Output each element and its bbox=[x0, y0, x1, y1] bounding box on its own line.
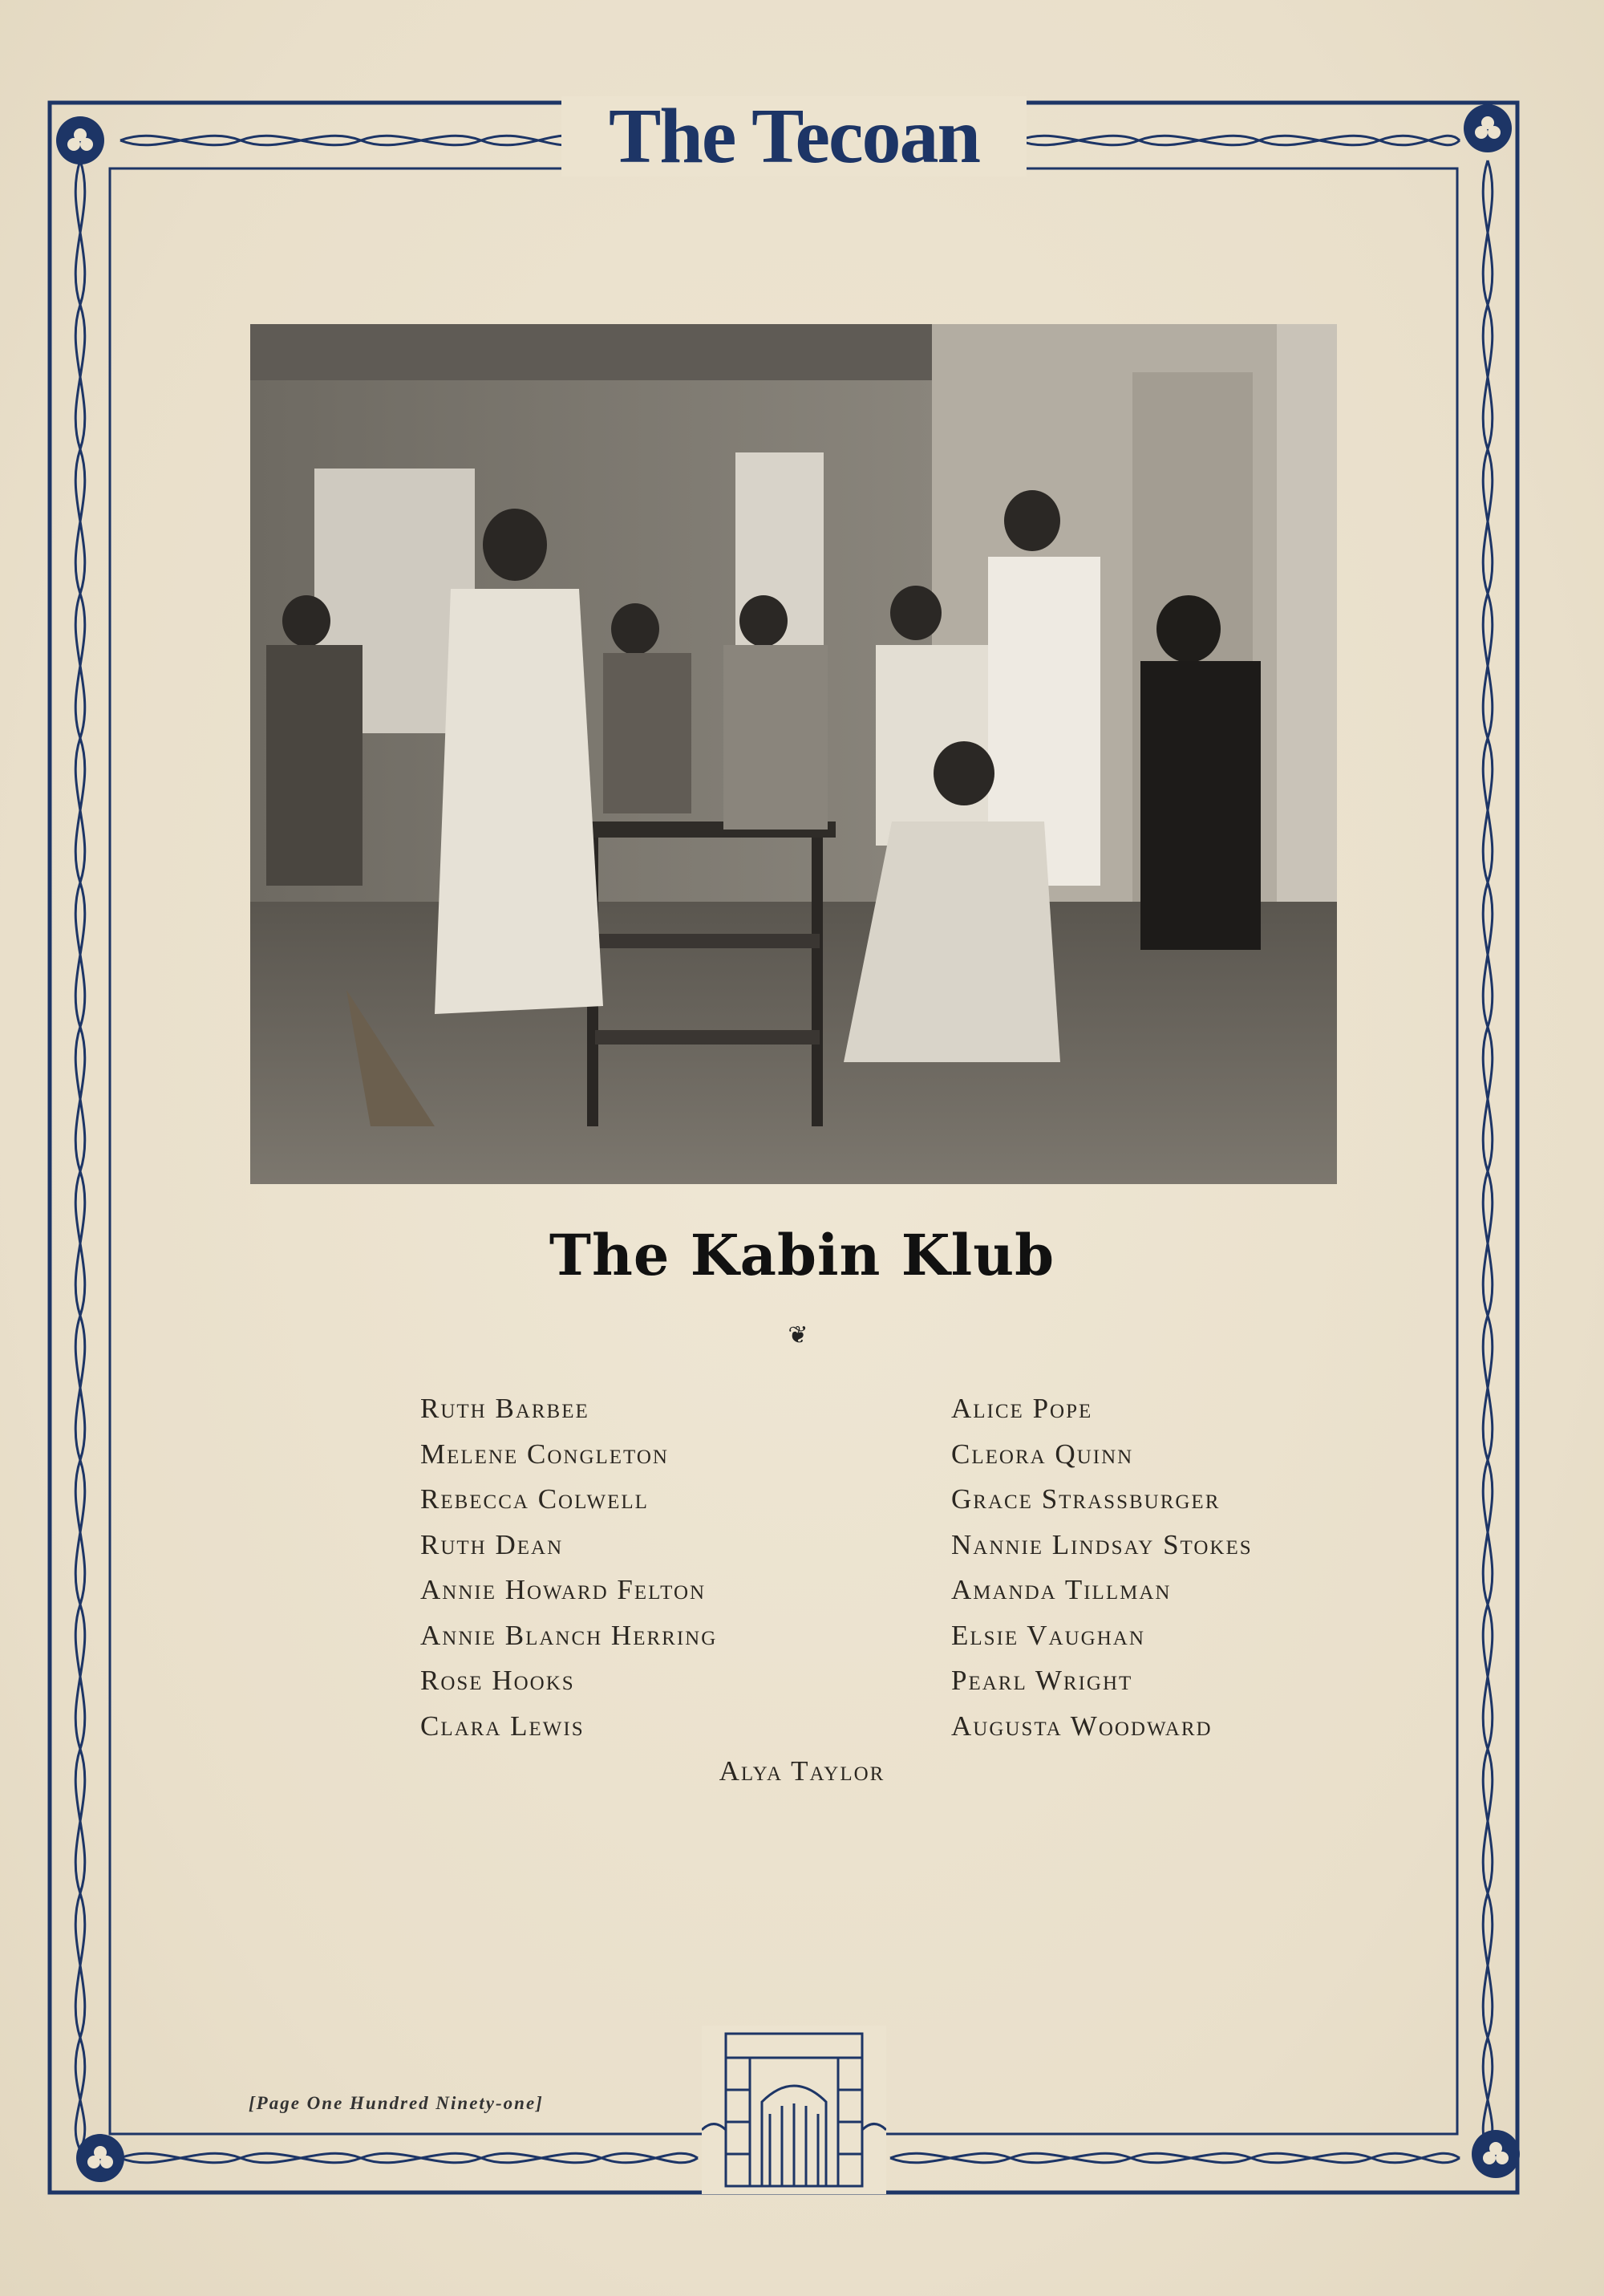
doorway-icon bbox=[702, 2026, 886, 2194]
member-name: Nannie Lindsay Stokes bbox=[951, 1528, 1253, 1560]
banner-title: The Tecoan bbox=[609, 93, 979, 180]
member-name: Augusta Woodward bbox=[951, 1710, 1213, 1742]
member-name-centered: Alya Taylor bbox=[719, 1755, 885, 1787]
banner bbox=[561, 93, 1027, 180]
member-name: Annie Blanch Herring bbox=[420, 1619, 718, 1651]
member-name: Rose Hooks bbox=[420, 1665, 575, 1696]
member-name: Clara Lewis bbox=[420, 1710, 585, 1742]
member-name: Amanda Tillman bbox=[951, 1574, 1172, 1605]
member-name: Pearl Wright bbox=[951, 1665, 1133, 1696]
member-name: Annie Howard Felton bbox=[420, 1574, 707, 1605]
members-right-column bbox=[951, 1386, 1368, 1749]
member-name: Cleora Quinn bbox=[951, 1438, 1134, 1470]
club-title: The Kabin Klub bbox=[549, 1222, 1055, 1288]
page-number: [Page One Hundred Ninety-one] bbox=[249, 2093, 544, 2113]
member-name: Grace Strassburger bbox=[951, 1483, 1221, 1515]
member-name: Elsie Vaughan bbox=[951, 1619, 1145, 1651]
member-name: Rebecca Colwell bbox=[420, 1483, 649, 1515]
members-left-column bbox=[420, 1386, 869, 1749]
member-name: Alice Pope bbox=[951, 1393, 1093, 1424]
member-name: Ruth Dean bbox=[420, 1528, 564, 1560]
member-name: Melene Congleton bbox=[420, 1438, 669, 1470]
member-name: Ruth Barbee bbox=[420, 1393, 589, 1424]
fleuron-icon: ❦ bbox=[788, 1322, 808, 1349]
group-photo bbox=[250, 324, 1337, 1184]
